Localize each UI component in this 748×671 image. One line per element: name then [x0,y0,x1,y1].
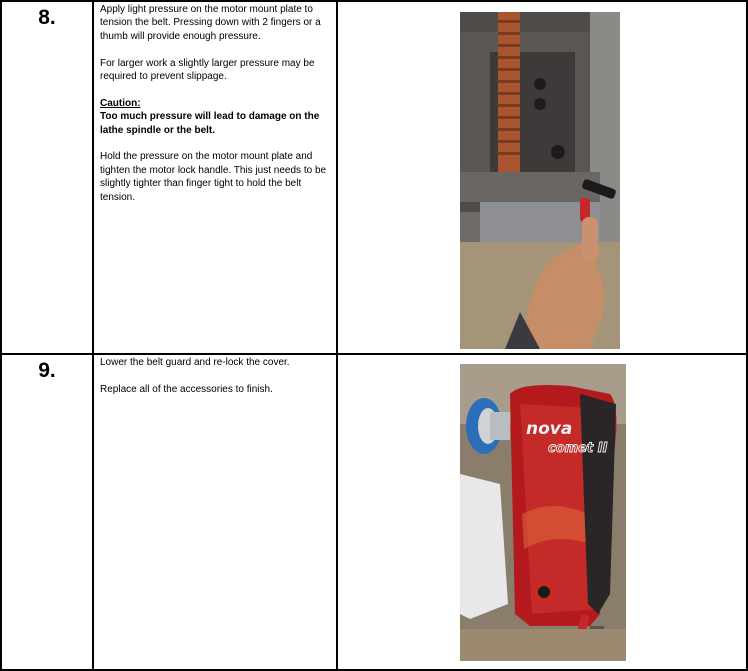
step-row-8 [1,1,747,354]
brand-logo: nova [526,419,573,439]
model-logo: comet II [548,441,608,456]
lathe-belt-tension-photo [460,12,620,349]
instruction-paragraph: Replace all of the accessories to finish. [100,383,273,395]
step-number: 8. [1,1,93,354]
step-photo-cell [337,354,747,670]
instruction-paragraph: Hold the pressure on the motor mount plate and tighten the motor lock handle. This just needs to be slightly tighter than finger tight to hold the belt tension. [100,151,327,203]
step-instructions [93,1,337,354]
instruction-paragraph: For larger work a slightly larger pressure may be required to prevent slippage. [100,57,315,83]
caution-body: Too much pressure will lead to damage on the lathe spindle or the belt. [100,111,320,136]
caution-title: Caution: [100,97,141,109]
step-instructions [93,354,337,670]
step-row-9 [1,354,747,670]
step-photo-cell [337,1,747,354]
step-number: 9. [1,354,93,670]
instruction-paragraph: Lower the belt guard and re-lock the cover. [100,357,290,368]
lathe-cover-photo [460,364,626,661]
instruction-paragraph: Apply light pressure on the motor mount plate to tension the belt. Pressing down with 2 fingers or a thumb will provide enough pressure. [100,4,321,42]
